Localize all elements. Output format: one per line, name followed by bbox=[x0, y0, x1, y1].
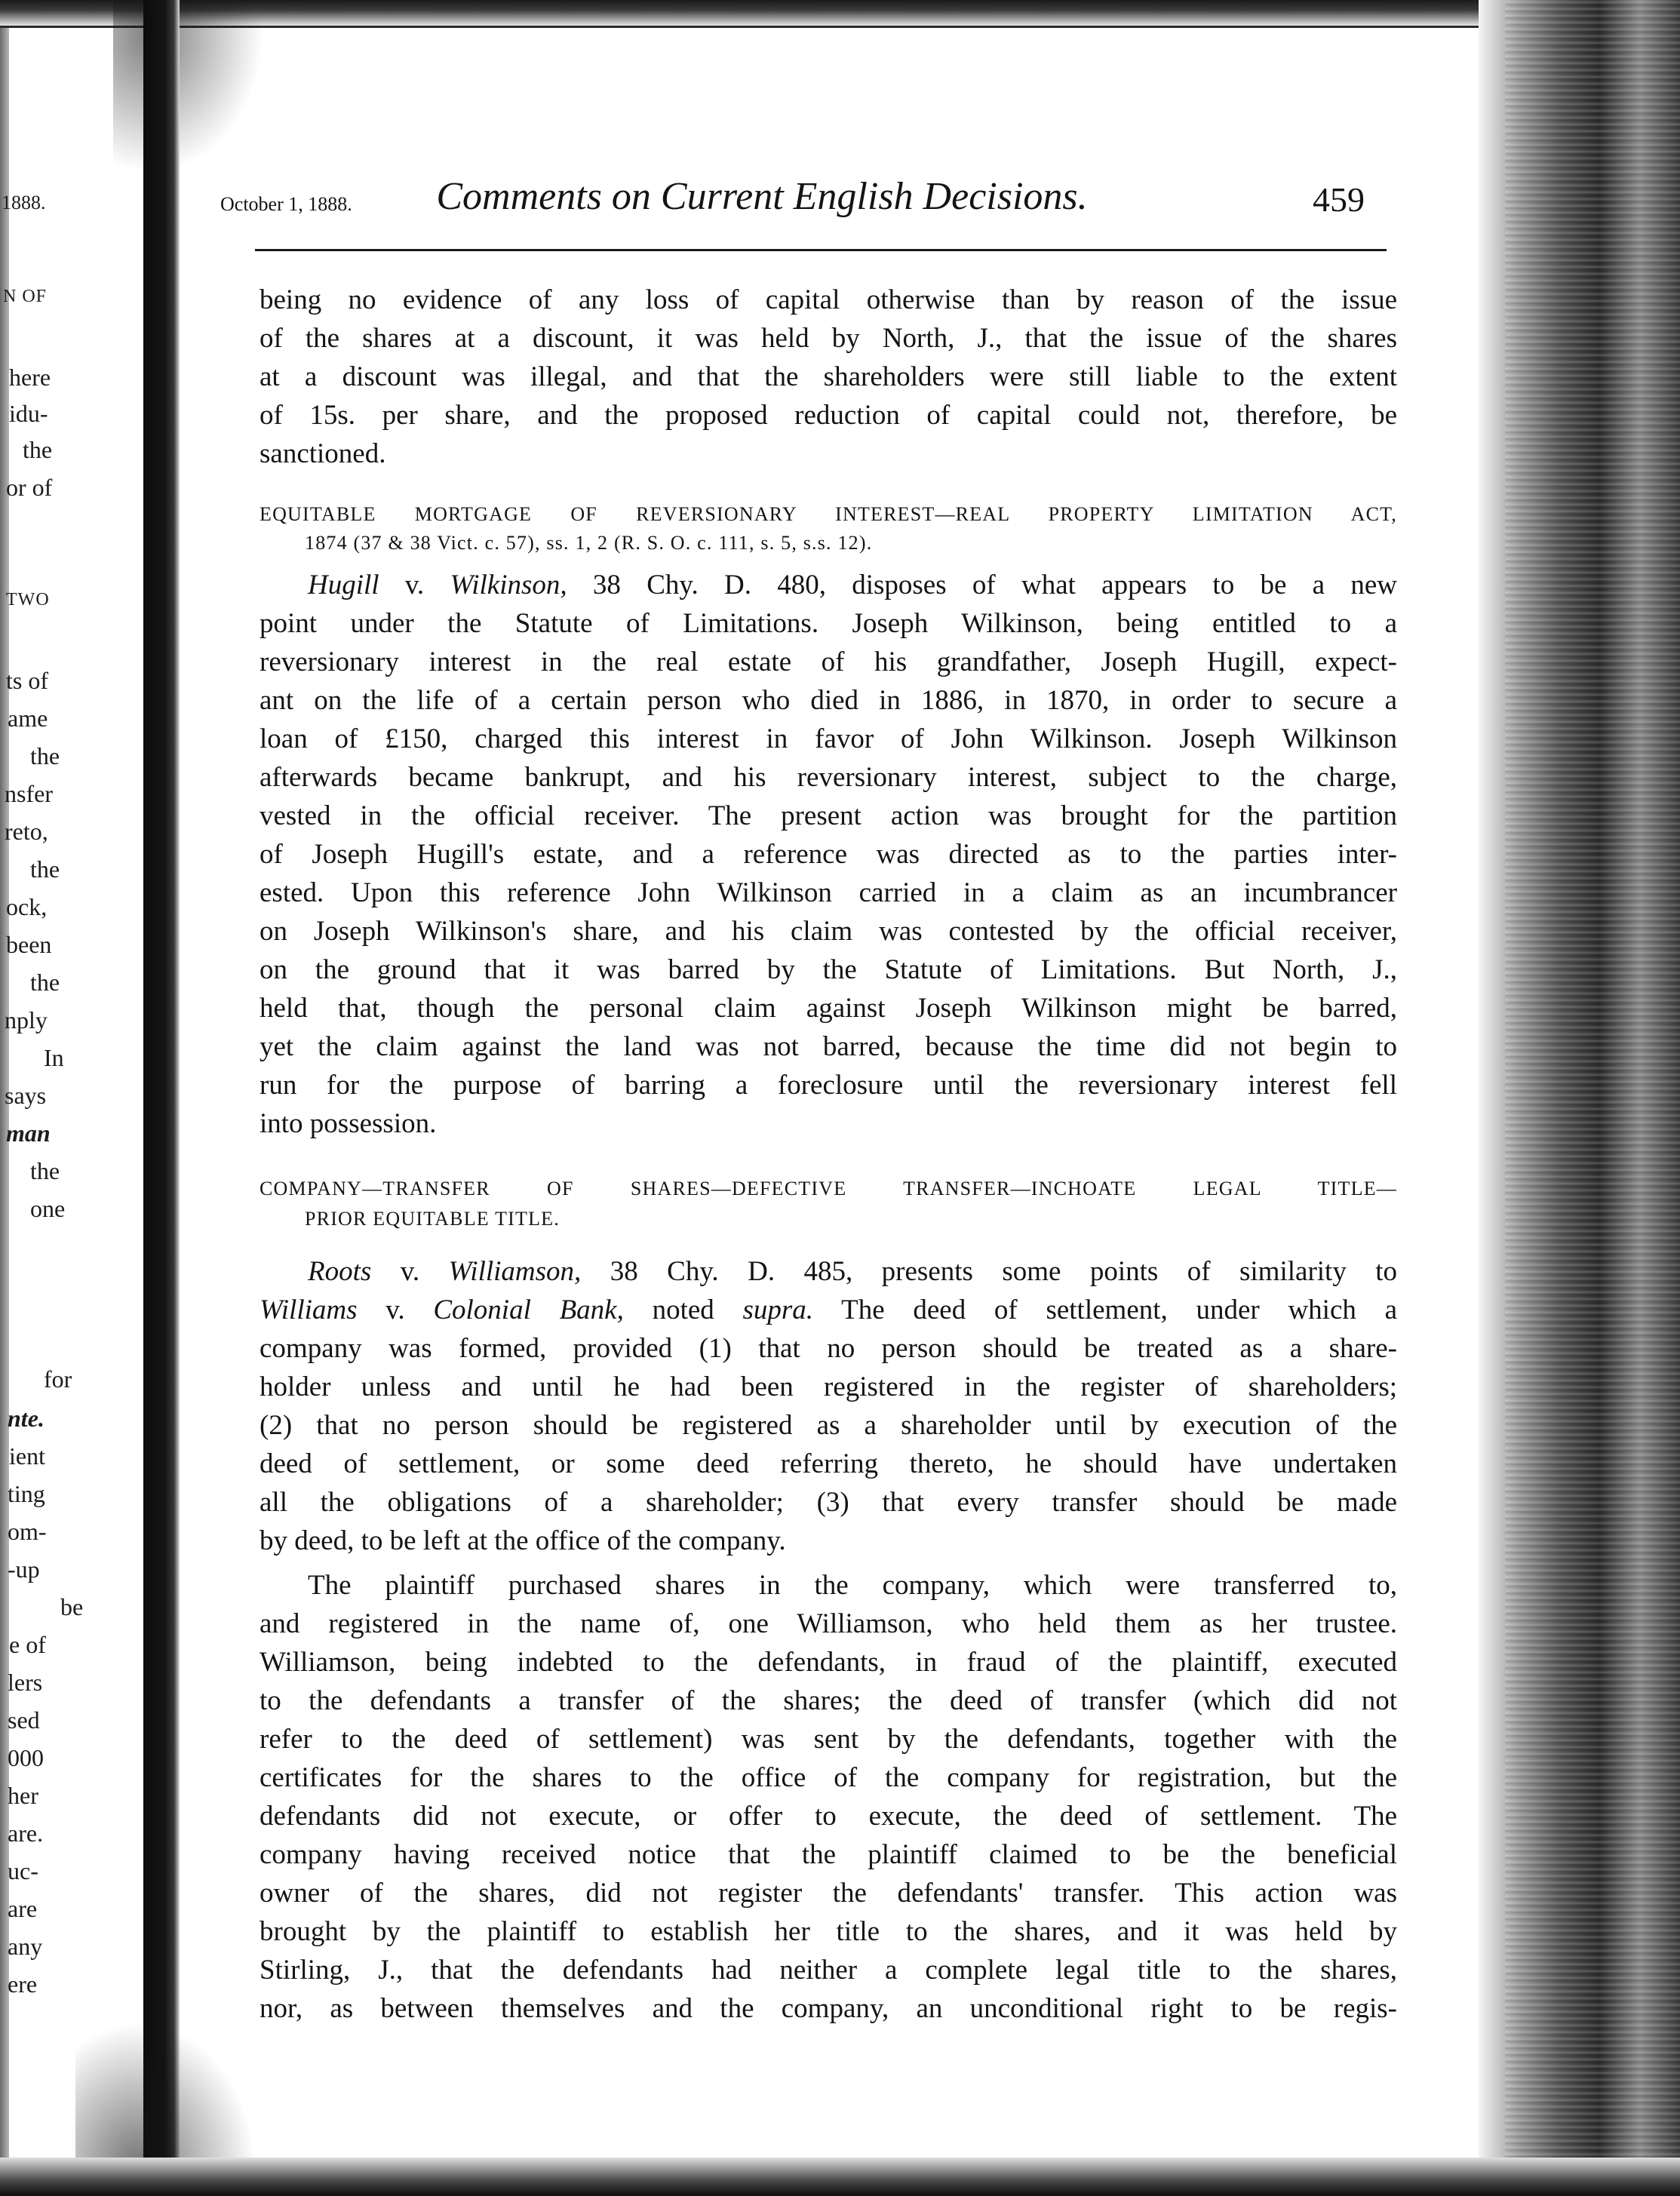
text-line: being no evidence of any loss of capital otherwise than by reason of the issue bbox=[260, 284, 1397, 315]
margin-fragment: In bbox=[44, 1044, 64, 1071]
text-line: ant on the life of a certain person who died in 1886, in 1870, in order to secure a bbox=[260, 685, 1397, 716]
margin-fragment: the bbox=[23, 436, 53, 463]
book-gutter bbox=[143, 0, 180, 2196]
case-name: Hugill bbox=[308, 570, 379, 600]
text-line: by deed, to be left at the office of the company. bbox=[260, 1525, 786, 1556]
margin-fragment: her bbox=[8, 1782, 38, 1809]
margin-fragment: are. bbox=[8, 1820, 44, 1847]
section-heading-cont: PRIOR EQUITABLE TITLE. bbox=[305, 1208, 560, 1230]
margin-fragment: TWO bbox=[6, 590, 50, 610]
margin-fragment: or of bbox=[6, 474, 53, 501]
text-line: ested. Upon this reference John Wilkinson carried in a claim as an incumbrancer bbox=[260, 877, 1397, 908]
text-line: refer to the deed of settlement) was sent by the defendants, together with the bbox=[260, 1724, 1397, 1755]
margin-fragment: ock, bbox=[6, 893, 48, 920]
page-stack-texture bbox=[1505, 0, 1680, 2196]
margin-fragment: ame bbox=[8, 705, 48, 732]
case-first-line bbox=[308, 1254, 1397, 1290]
text-line: sanctioned. bbox=[260, 438, 386, 469]
text-line: brought by the plaintiff to establish her title to the shares, and it was held by bbox=[260, 1916, 1397, 1947]
scan-bottom-edge bbox=[0, 2158, 1680, 2196]
margin-fragment: nsfer bbox=[5, 780, 53, 807]
margin-fragment: the bbox=[30, 969, 60, 996]
header-rule bbox=[255, 249, 1387, 251]
text-line: all the obligations of a shareholder; (3) that every transfer should be made bbox=[260, 1487, 1397, 1518]
section-heading: COMPANY—TRANSFER OF SHARES—DEFECTIVE TRANSFER—INCHOATE LEGAL TITLE— bbox=[260, 1178, 1397, 1199]
margin-fragment: idu- bbox=[9, 400, 48, 427]
case-first-line bbox=[308, 567, 1397, 604]
margin-fragment: nte. bbox=[8, 1405, 45, 1432]
margin-fragment: the bbox=[30, 742, 60, 769]
text-line: The plaintiff purchased shares in the company, which were transferred to, bbox=[308, 1570, 1397, 1601]
facing-page-fragment bbox=[0, 0, 143, 2196]
section-heading-cont: 1874 (37 & 38 Vict. c. 57), ss. 1, 2 (R. S. O. c. 111, s. 5, s.s. 12). bbox=[305, 532, 873, 554]
margin-fragment: man bbox=[6, 1119, 51, 1147]
margin-fragment: om- bbox=[8, 1518, 47, 1545]
text-line: defendants did not execute, or offer to execute, the deed of settlement. The bbox=[260, 1801, 1397, 1832]
text-line: yet the claim against the land was not barred, because the time did not begin to bbox=[260, 1031, 1397, 1062]
case-versus: v. bbox=[400, 1256, 420, 1287]
margin-fragment: any bbox=[8, 1933, 43, 1960]
header-title: Comments on Current English Decisions. bbox=[436, 175, 1088, 218]
margin-fragment: be bbox=[60, 1593, 84, 1620]
text-line: at a discount was illegal, and that the shareholders were still liable to the extent bbox=[260, 361, 1397, 392]
margin-fragment: for bbox=[44, 1365, 72, 1393]
margin-fragment: ient bbox=[9, 1442, 45, 1470]
text-line: to the defendants a transfer of the shares; the deed of transfer (which did not bbox=[260, 1685, 1397, 1716]
text-line: deed of settlement, or some deed referring thereto, he should have undertaken bbox=[260, 1448, 1397, 1479]
margin-fragment: N OF bbox=[3, 287, 48, 306]
case-versus: v. bbox=[404, 570, 425, 600]
page-number: 459 bbox=[1313, 180, 1365, 219]
margin-fragment: here bbox=[9, 364, 51, 391]
text-line: run for the purpose of barring a foreclosure until the reversionary interest fell bbox=[260, 1070, 1397, 1101]
case-name: Roots bbox=[308, 1256, 372, 1287]
header-date: October 1, 1888. bbox=[220, 193, 352, 215]
margin-fragment: 000 bbox=[8, 1744, 44, 1771]
text-line: on the ground that it was barred by the Statute of Limitations. But North, J., bbox=[260, 954, 1397, 985]
margin-fragment: ting bbox=[8, 1480, 45, 1507]
margin-fragment: been bbox=[6, 931, 52, 958]
case-citation: 38 Chy. D. 485, presents some points of similarity to bbox=[610, 1256, 1398, 1287]
margin-fragment: lers bbox=[8, 1669, 43, 1696]
text-line: Williamson, being indebted to the defendants, in fraud of the plaintiff, executed bbox=[260, 1647, 1397, 1678]
margin-fragment: nply bbox=[5, 1006, 48, 1034]
text-line: of 15s. per share, and the proposed reduction of capital could not, therefore, be bbox=[260, 400, 1397, 431]
margin-fragment: are bbox=[8, 1895, 38, 1922]
margin-fragment: -up bbox=[8, 1556, 40, 1583]
margin-fragment: the bbox=[30, 855, 60, 883]
text-fragment: noted bbox=[652, 1295, 714, 1325]
text-line: point under the Statute of Limitations. Joseph Wilkinson, being entitled to a bbox=[260, 608, 1397, 639]
text-line: and registered in the name of, one Williamson, who held them as her trustee. bbox=[260, 1608, 1397, 1639]
text-line: loan of £150, charged this interest in favor of John Wilkinson. Joseph Wilkinson bbox=[260, 723, 1397, 754]
text-line: company was formed, provided (1) that no person should be treated as a share- bbox=[260, 1333, 1397, 1364]
case-citation: 38 Chy. D. 480, disposes of what appears to be a new bbox=[592, 570, 1397, 600]
text-line: company having received notice that the plaintiff claimed to be the beneficial bbox=[260, 1839, 1397, 1870]
text-fragment: The deed of settlement, under which a bbox=[841, 1295, 1398, 1325]
case-name: Williams bbox=[260, 1295, 358, 1325]
text-line: reversionary interest in the real estate of his grandfather, Joseph Hugill, expect- bbox=[260, 647, 1397, 677]
margin-fragment: ere bbox=[8, 1970, 38, 1998]
text-line: vested in the official receiver. The present action was brought for the partition bbox=[260, 800, 1397, 831]
margin-fragment: e of bbox=[9, 1631, 46, 1658]
text-line: nor, as between themselves and the company, an unconditional right to be regis- bbox=[260, 1993, 1397, 2024]
margin-fragment: the bbox=[30, 1157, 60, 1184]
margin-fragment: ts of bbox=[6, 667, 48, 694]
text-line: held that, though the personal claim against Joseph Wilkinson might be barred, bbox=[260, 993, 1397, 1024]
case-name: Colonial Bank, bbox=[433, 1295, 624, 1325]
text-line: (2) that no person should be registered as a shareholder until by execution of the bbox=[260, 1410, 1397, 1441]
case-name: Wilkinson, bbox=[450, 570, 567, 600]
margin-fragment: 1888. bbox=[2, 192, 46, 213]
text-line: owner of the shares, did not register the defendants' transfer. This action was bbox=[260, 1878, 1397, 1909]
supra-reference: supra. bbox=[742, 1295, 814, 1325]
text-line: on Joseph Wilkinson's share, and his claim was contested by the official receiver, bbox=[260, 916, 1397, 947]
text-line: Stirling, J., that the defendants had neither a complete legal title to the shares, bbox=[260, 1955, 1397, 1986]
margin-fragment: uc- bbox=[8, 1857, 38, 1884]
margin-fragment: says bbox=[5, 1082, 47, 1109]
case-name: Williamson, bbox=[448, 1256, 582, 1287]
case-versus: v. bbox=[385, 1295, 405, 1325]
text-line: holder unless and until he had been registered in the register of shareholders; bbox=[260, 1371, 1397, 1402]
text-line: afterwards became bankrupt, and his reversionary interest, subject to the charge, bbox=[260, 762, 1397, 793]
section-heading: EQUITABLE MORTGAGE OF REVERSIONARY INTEREST—REAL PROPERTY LIMITATION ACT, bbox=[260, 503, 1397, 525]
margin-fragment: one bbox=[30, 1195, 66, 1222]
text-line: into possession. bbox=[260, 1108, 437, 1139]
text-line: of Joseph Hugill's estate, and a reference was directed as to the parties inter- bbox=[260, 839, 1397, 870]
text-line: of the shares at a discount, it was held by North, J., that the issue of the shares bbox=[260, 323, 1397, 354]
margin-fragment: sed bbox=[8, 1706, 40, 1734]
margin-fragment: reto, bbox=[5, 818, 48, 845]
text-line: certificates for the shares to the office of the company for registration, but the bbox=[260, 1762, 1397, 1793]
case-second-line bbox=[260, 1292, 1397, 1328]
